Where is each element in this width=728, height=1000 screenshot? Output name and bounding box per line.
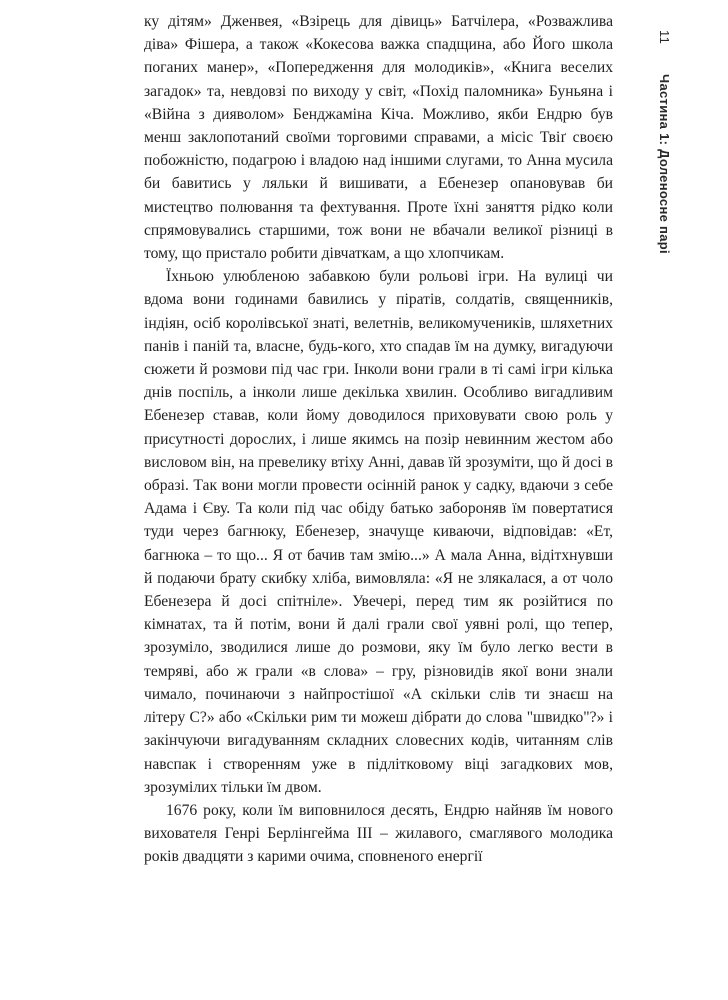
paragraph-role-games: Їхньою улюбленою забавкою були рольові ігри. На вулиці чи вдома вони годинами бавились у піратів, солдатів, священників, індіян, осіб королівської знаті, велетнів, великомучеників, шляхетних панів і паній та, власне, будь-кого, хто спадав їм на думку, вигадуючи сюжети й розмови під час гри. Інколи вони грали в ті самі ігри кілька днів поспіль, а інколи лише декілька хвилин. Особливо вигадливим Ебенезер ставав, коли йому доводилося приховувати свою роль у присутності дорослих, і лише якимсь на позір невинним жестом або висловом він, на превелику втіху Анні, давав їй зрозуміти, що й досі в образі. Так вони могли провести осінній ранок у садку, вдаючи з себе Адама і Єву. Та коли під час обіду батько забороняв їм повертатися туди через багнюку, Ебенезер, значуще киваючи, відповідав: «Ет, багнюка – то що... Я от бачив там змію...» А мала Анна, відітхнувши й подаючи брату скибку хліба, вимовляла: «Я не злякалася, а от чоло Ебенезера й досі спітніле». Увечері, перед тим як розійтися по кімнатах, та й потім, вони й далі грали свої уявні ролі, що тепер, зрозуміло, зводилися лише до розмови, яку їм було легко вести в темряві, або ж грали «в слова» – гру, різновидів якої вони знали чимало, починаючи з найпростішої «А скільки слів ти знаєш на літеру С?» або «Скільки рим ти можеш дібрати до слова "швидко"?» і закінчуючи вигадуванням складних словесних кодів, читанням слів навспак і створенням уже в підлітковому віці загадкових мов, зрозумілих тільки їм двом. — [144, 268, 613, 796]
paragraph-new-tutor: 1676 року, коли їм виповнилося десять, Ендрю найняв їм нового вихователя Генрі Берлінгейма III – жилавого, смаглявого молодика років двадцяти з карими очима, сповненого енергії — [144, 801, 613, 866]
paragraph-continuation: ку дітям» Дженвея, «Взірець для дівиць» Батчілера, «Розважлива діва» Фішера, а також «Кокесова важка спадщина, або Його школа поганих манер», «Попередження для молодиків», «Книга веселих загадок» та, невдовзі по виходу у світ, «Похід паломника» Буньяна і «Війна з дияволом» Бенджаміна Кіча. Можливо, якби Ендрю був менш заклопотаний своїми торговими справами, а місіс Твіґ своєю побожністю, подагрою і владою над іншими слугами, то Анна мусила би бавитись у ляльки й вишивати, а Ебенезер опановував би мистецтво полювання та фехтування. Проте їхні заняття рідко коли спрямовувались старшими, тож вони не вбачали великої різниці в тому, що пристало робити дівчаткам, а що хлопчикам. — [144, 13, 613, 263]
running-head — [657, 30, 690, 280]
running-head-text — [657, 30, 672, 254]
section-title: Частина 1: Доленосне парі — [657, 74, 672, 254]
page-number: 11 — [657, 30, 672, 45]
body-text — [144, 10, 613, 869]
